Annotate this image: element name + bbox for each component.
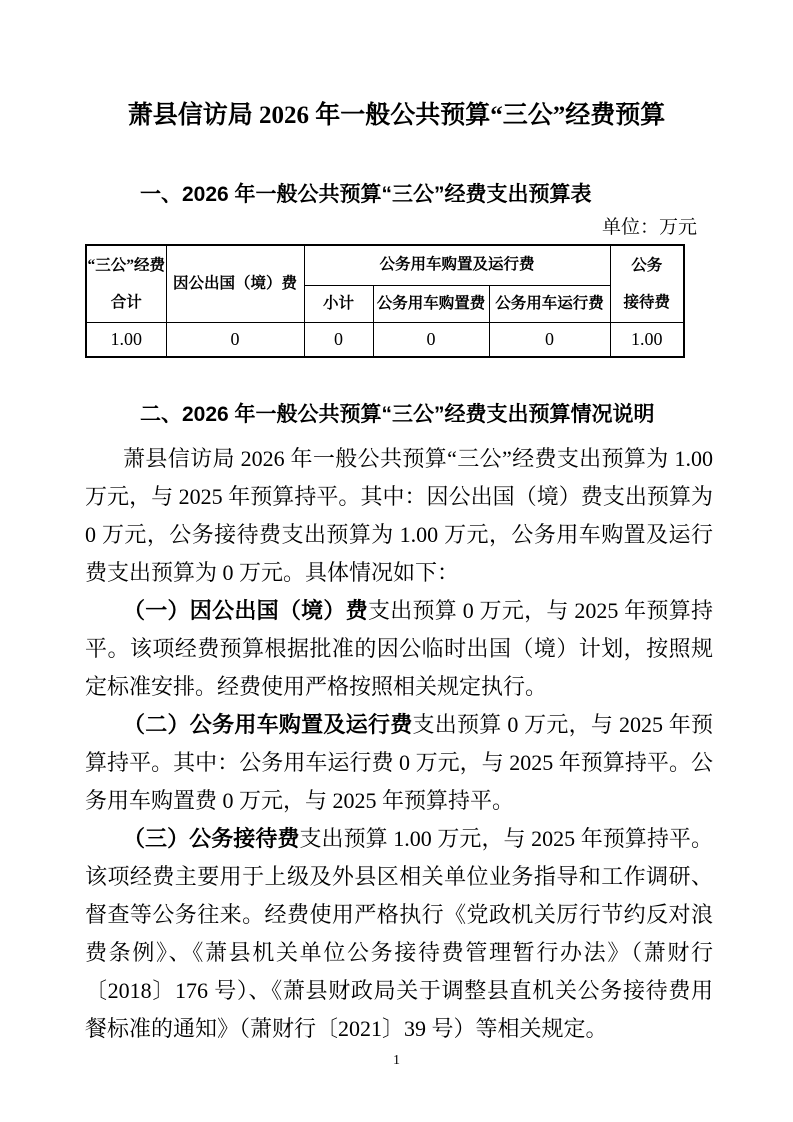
- sangong-budget-table: [85, 244, 685, 358]
- notes-item-3-paragraph: [85, 820, 713, 1048]
- cell-reception-fee: 1.00: [610, 322, 684, 357]
- notes-item-2-lead: （二）公务用车购置及运行费: [123, 712, 413, 737]
- th-vehicle-subtotal: 小计: [304, 285, 373, 322]
- notes-item-1-paragraph: [85, 592, 713, 706]
- cell-vehicle-subtotal: 0: [304, 322, 373, 357]
- th-sangong-total: [86, 245, 166, 322]
- th-vehicle-operation: 公务用车运行费: [489, 285, 610, 322]
- section2-heading: 二、2026 年一般公共预算“三公”经费支出预算情况说明: [140, 403, 655, 426]
- th-reception-fee: [610, 245, 684, 322]
- document-content: [0, 182, 793, 1048]
- section1-heading: 一、2026 年一般公共预算“三公”经费支出预算表: [140, 183, 592, 206]
- notes-item-2-paragraph: [85, 706, 713, 820]
- notes-item-3-text: 支出预算 1.00 万元，与 2025 年预算持平。该项经费主要用于上级及外县区相关单位业务指导和工作调研、督查等公务往来。经费使用严格执行《党政机关厉行节约反对浪费条例》、《萧县机关单位公务接待费管理暂行办法》（萧财行〔2018〕176 号）、《萧县财政局关于调整县直机关公务接待费用餐标准的通知》（萧财行〔2021〕39 号）等相关规定。: [85, 826, 713, 1041]
- notes-item-1-lead: （一）因公出国（境）费: [123, 598, 368, 623]
- page-number: 1: [393, 1053, 400, 1068]
- cell-vehicle-purchase: 0: [373, 322, 489, 357]
- th-vehicle-group: 公务用车购置及运行费: [304, 245, 610, 285]
- notes-body: [85, 440, 713, 1048]
- notes-item-1-text: 支出预算 0 万元，与 2025 年预算持平。该项经费预算根据批准的因公临时出国（境）计划，按照规定标准安排。经费使用严格按照相关规定执行。: [85, 598, 713, 699]
- notes-item-2-text: 支出预算 0 万元，与 2025 年预算持平。其中：公务用车运行费 0 万元，与 2025 年预算持平。公务用车购置费 0 万元，与 2025 年预算持平。: [85, 712, 713, 813]
- th-reception-fee-line2: 接待费: [623, 293, 671, 311]
- th-sangong-total-line1: “三公”经费: [87, 256, 165, 274]
- th-vehicle-purchase: 公务用车购置费: [373, 285, 489, 322]
- notes-item-3-lead: （三）公务接待费: [123, 826, 300, 851]
- table-header-row-1: [86, 245, 684, 285]
- document-title: 萧县信访局 2026 年一般公共预算“三公”经费预算: [127, 102, 666, 129]
- th-reception-fee-line1: 公务: [631, 256, 663, 274]
- cell-sangong-total: 1.00: [86, 322, 166, 357]
- notes-intro-paragraph: 萧县信访局 2026 年一般公共预算“三公”经费支出预算为 1.00 万元，与 2025 年预算持平。其中：因公出国（境）费支出预算为 0 万元，公务接待费支出预算为 1.00 万元，公务用车购置及运行费支出预算为 0 万元。具体情况如下：: [85, 446, 713, 585]
- cell-vehicle-operation: 0: [489, 322, 610, 357]
- th-sangong-total-line2: 合计: [110, 293, 142, 311]
- th-abroad-fee: 因公出国（境）费: [166, 245, 304, 322]
- table-data-row: [86, 322, 684, 357]
- unit-label: 单位：万元: [601, 217, 697, 238]
- cell-abroad-fee: 0: [166, 322, 304, 357]
